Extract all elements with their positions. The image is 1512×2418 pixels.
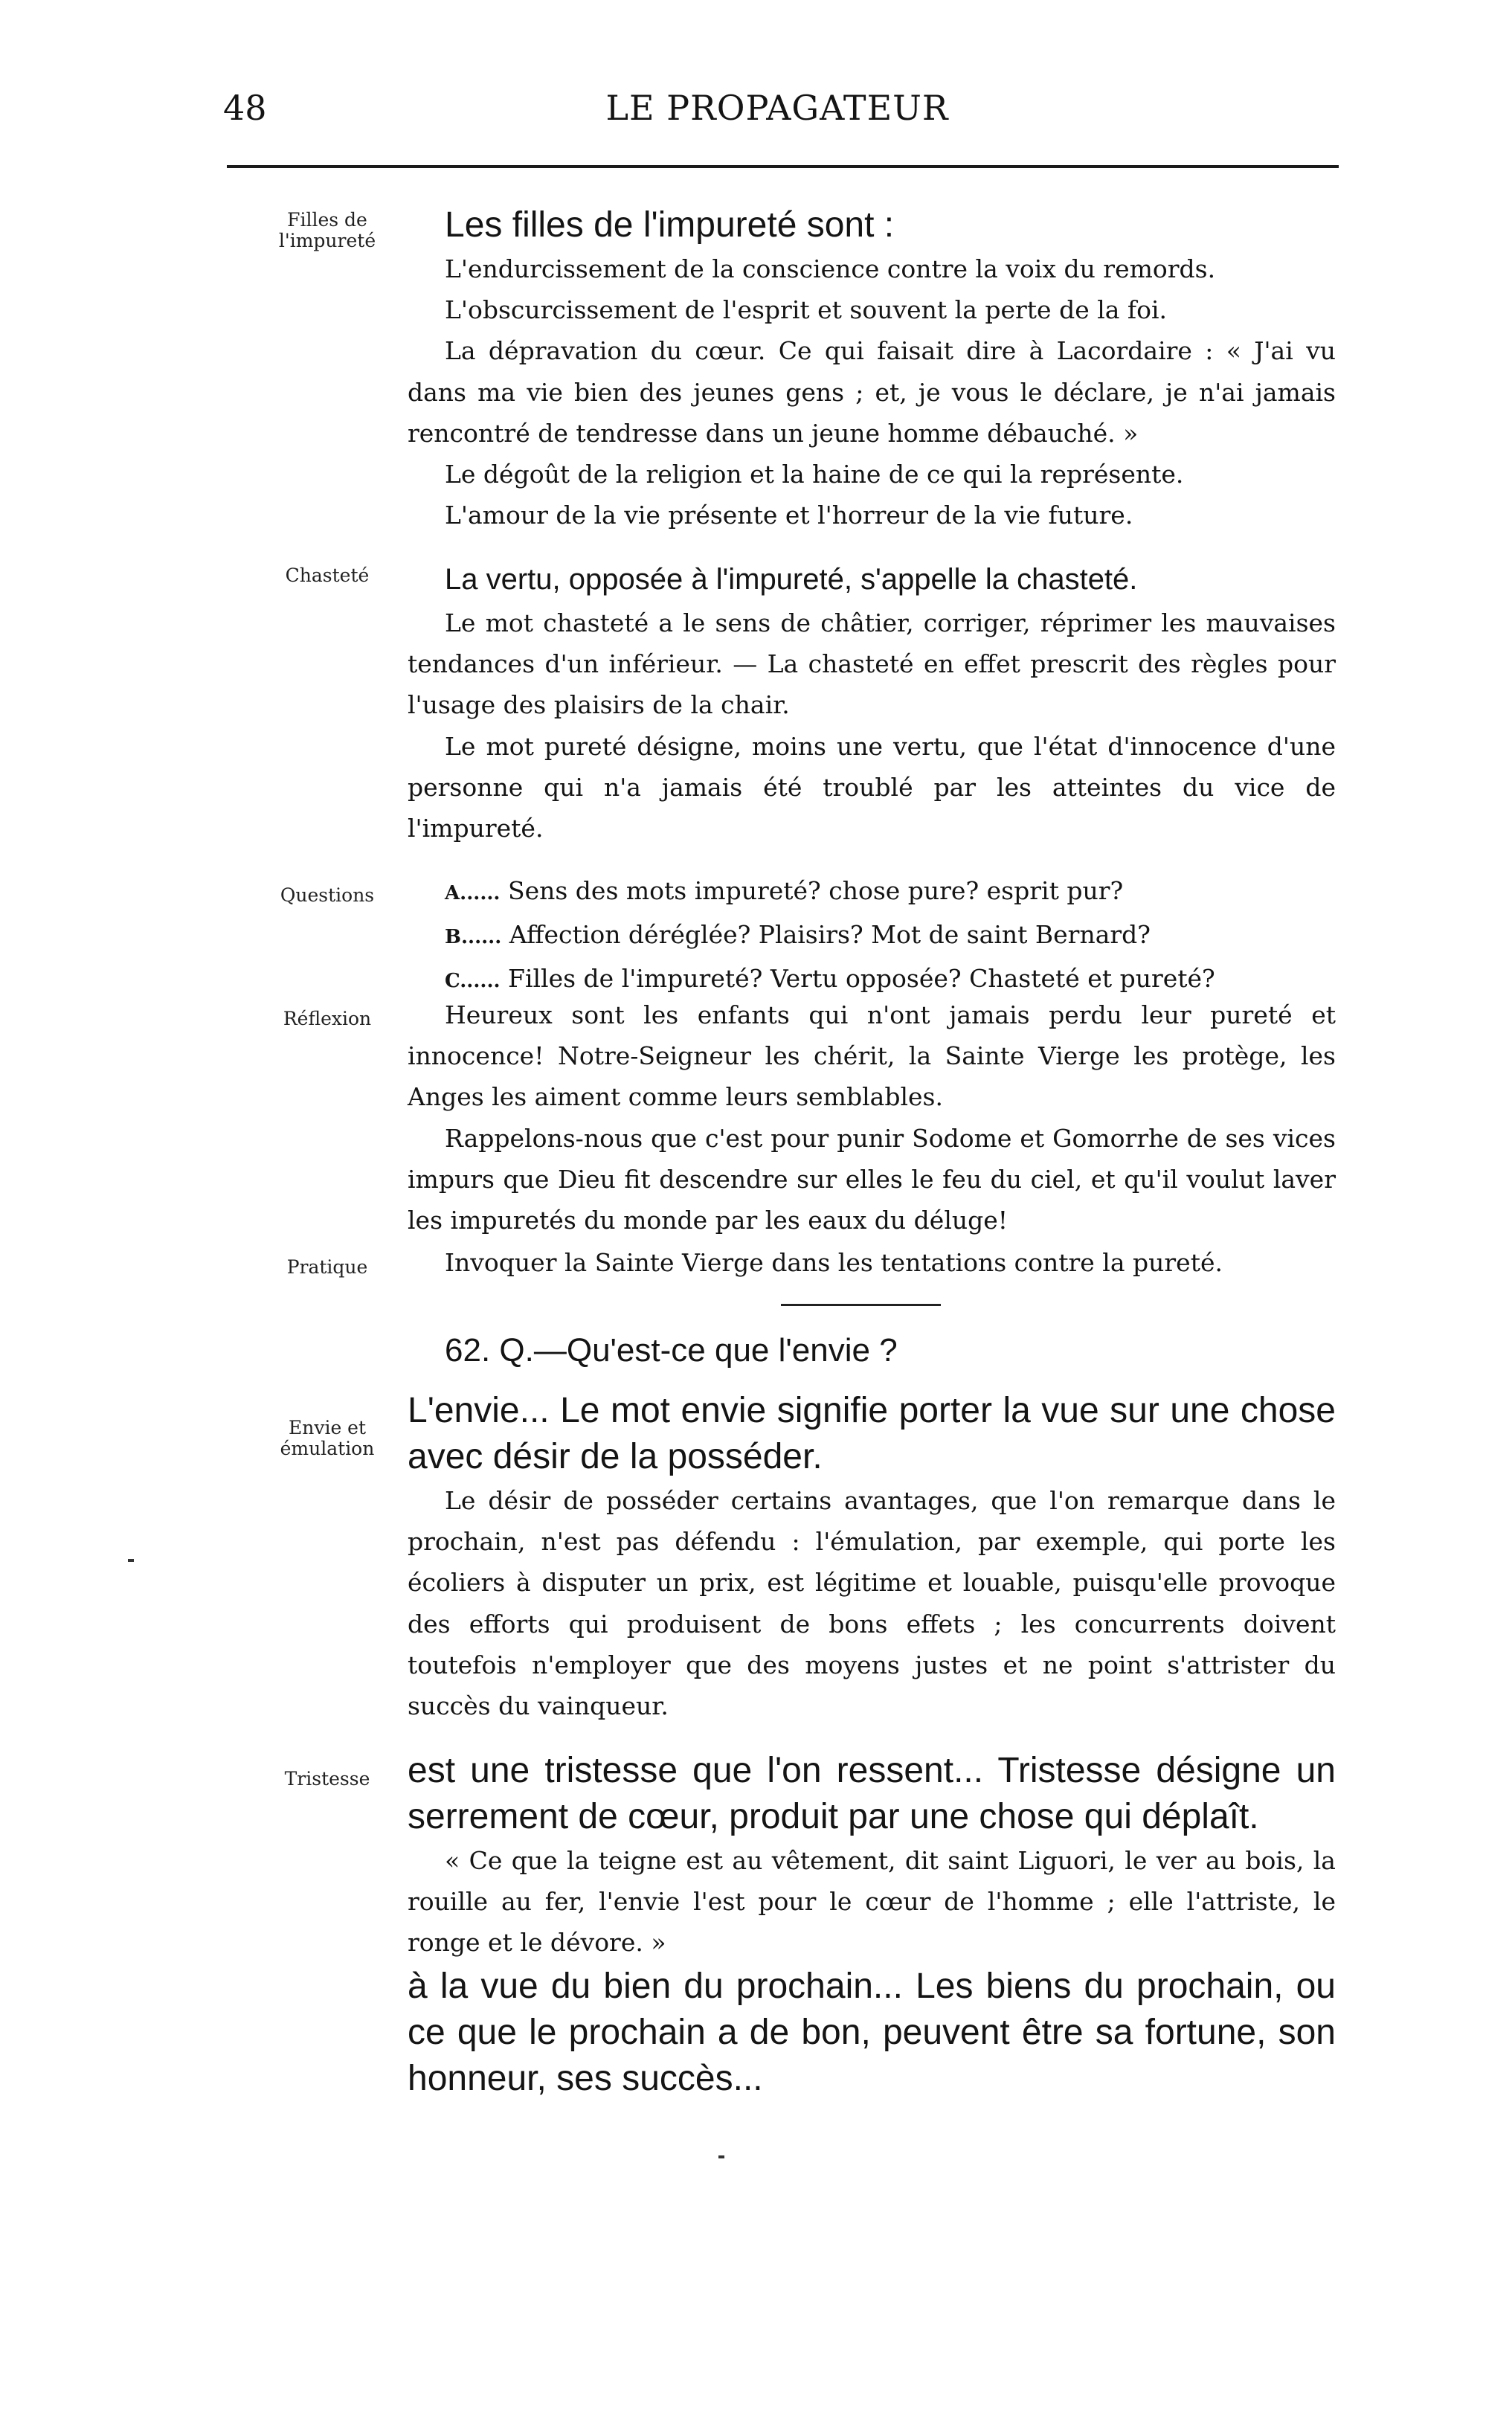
question-c-label: C......	[445, 970, 501, 993]
chastete-p1: Le mot chasteté a le sens de châtier, corriger, réprimer les mauvaises tendances d'un inférieur. — La chasteté en effet prescrit des règles pour l'usage des plaisirs de la chair.	[408, 608, 1336, 720]
envie-heading: L'envie... Le mot envie signifie porter la vue sur une chose avec désir de la posséder.	[408, 1391, 1336, 1476]
section-divider	[781, 1304, 941, 1306]
section-reflexion	[408, 994, 1336, 1241]
envie-p1: Le désir de posséder certains avantages, que l'on remarque dans le prochain, n'est pas défendu : l'émulation, par exemple, qui porte les écoliers à disputer un prix, est légitime et louable, puisqu'elle provoque des efforts qui produisent de bons effets ; les concurrents doivent toutefois n'employer que des moyens justes et ne point s'attrister du succès du vainqueur.	[408, 1486, 1336, 1721]
filles-p3: La dépravation du cœur. Ce qui faisait dire à Lacordaire : « J'ai vu dans ma vie bien des jeunes gens ; et, je vous le déclare, je n'ai jamais rencontré de tendresse dans un jeune homme débauché. »	[408, 336, 1336, 448]
running-header	[223, 88, 1331, 132]
reflexion-p2: Rappelons-nous que c'est pour punir Sodome et Gomorrhe de ses vices impurs que Dieu fit descendre sur elles le feu du ciel, et qu'il voulut laver les impuretés du monde par les eaux du déluge!	[408, 1123, 1336, 1235]
question-a	[408, 870, 1336, 914]
question-a-text: Sens des mots impureté? chose pure? esprit pur?	[507, 876, 1124, 905]
margin-note-filles: Filles de l'impureté	[278, 209, 376, 251]
section-q62	[408, 1330, 1336, 1371]
tristesse-quote: « Ce que la teigne est au vêtement, dit saint Liguori, le ver au bois, la rouille au fer, l'envie l'est pour le cœur de l'homme ; elle l'attriste, le ronge et le dévore. »	[408, 1846, 1336, 1958]
margin-note-tristesse: Tristesse	[284, 1768, 370, 1790]
question-b	[408, 914, 1336, 958]
page-number: 48	[223, 88, 267, 128]
reflexion-p1: Heureux sont les enfants qui n'ont jamais perdu leur pureté et innocence! Notre-Seigneur les chérit, la Sainte Vierge les protège, les Anges les aiment comme leurs semblables.	[408, 1000, 1336, 1112]
filles-p2: L'obscurcissement de l'esprit et souvent la perte de la foi.	[445, 295, 1168, 325]
question-a-label: A......	[445, 882, 501, 904]
question-b-label: B......	[445, 926, 502, 949]
question-62: 62. Q.—Qu'est-ce que l'envie ?	[445, 1332, 898, 1369]
section-chastete	[408, 556, 1336, 849]
margin-note-questions: Questions	[280, 884, 375, 906]
filles-heading: Les filles de l'impureté sont :	[445, 205, 895, 245]
question-b-text: Affection déréglée? Plaisirs? Mot de saint Bernard?	[509, 920, 1151, 950]
tristesse-heading: est une tristesse que l'on ressent... Tristesse désigne un serrement de cœur, produit par une chose qui déplaît.	[408, 1751, 1336, 1836]
question-c-text: Filles de l'impureté? Vertu opposée? Chasteté et pureté?	[508, 964, 1215, 994]
chastete-heading: La vertu, opposée à l'impureté, s'appelle la chasteté.	[445, 563, 1138, 596]
section-questions	[408, 870, 1336, 1003]
section-envie	[408, 1388, 1336, 1726]
running-title: LE PROPAGATEUR	[605, 88, 949, 128]
chastete-p2: Le mot pureté désigne, moins une vertu, que l'état d'innocence d'une personne qui n'a jamais été troublé par les atteintes du vice de l'impureté.	[408, 731, 1336, 843]
margin-note-chastete: Chasteté	[285, 565, 370, 586]
filles-p1: L'endurcissement de la conscience contre la voix du remords.	[445, 254, 1216, 283]
header-rule	[227, 165, 1339, 168]
section-tristesse	[408, 1748, 1336, 2102]
section-pratique	[408, 1242, 1336, 1283]
tristesse-final: à la vue du bien du prochain... Les biens du prochain, ou ce que le prochain a de bon, peuvent être sa fortune, son honneur, ses succès...	[408, 1966, 1336, 2098]
margin-note-reflexion: Réflexion	[283, 1008, 372, 1029]
section-filles	[408, 202, 1336, 536]
filles-p4: Le dégoût de la religion et la haine de ce qui la représente.	[445, 460, 1184, 489]
stray-mark	[718, 2155, 724, 2158]
stray-mark	[128, 1559, 134, 1562]
pratique-p1: Invoquer la Sainte Vierge dans les tentations contre la pureté.	[445, 1248, 1223, 1277]
filles-p5: L'amour de la vie présente et l'horreur de la vie future.	[445, 501, 1133, 530]
margin-note-pratique: Pratique	[286, 1256, 368, 1278]
margin-note-envie: Envie et émulation	[280, 1417, 375, 1459]
